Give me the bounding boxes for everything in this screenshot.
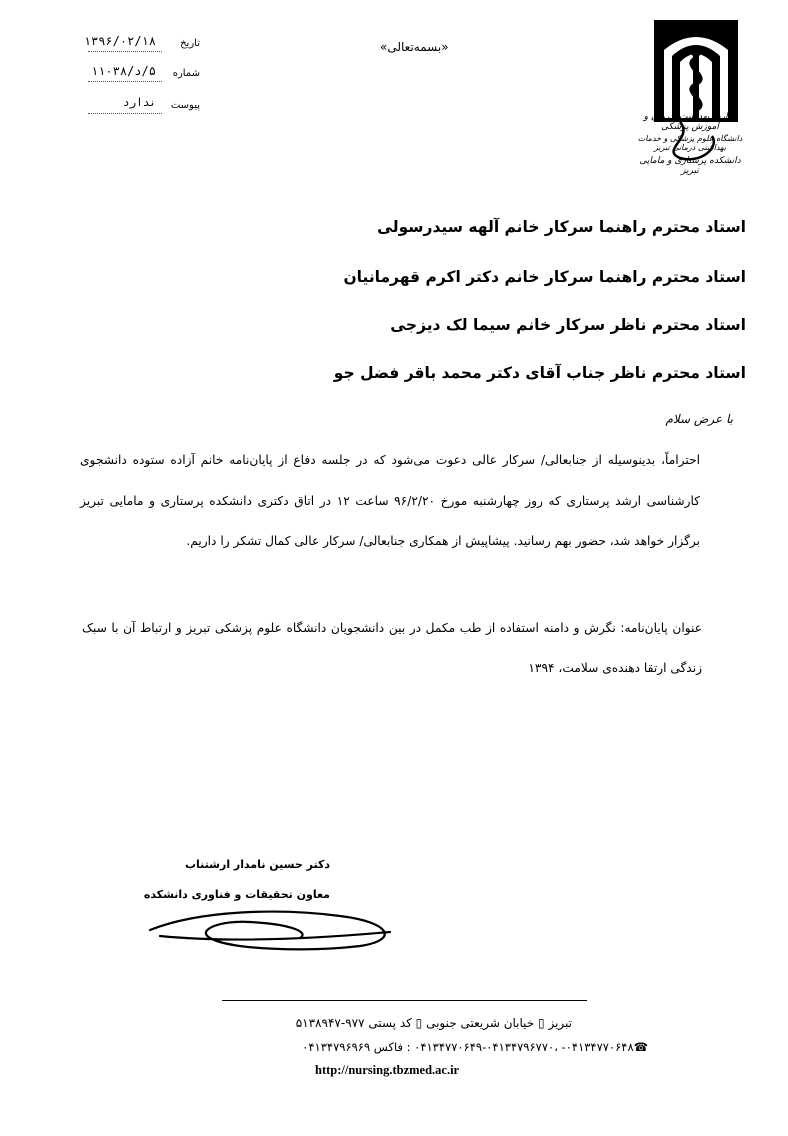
logo-caption-faculty: دانشکده پرستاری و مامایی تبریز bbox=[639, 156, 741, 176]
signatory-title: معاون تحقیقات و فناوری دانشکده bbox=[143, 888, 330, 901]
handwritten-signature bbox=[140, 880, 410, 960]
salutation: با عرض سلام bbox=[665, 412, 733, 426]
recipient-advisor-2: استاد محترم راهنما سرکار خانم دکتر اکرم قهرمانیان bbox=[343, 268, 746, 286]
attachment-label: پیوست bbox=[170, 100, 200, 111]
attachment-field bbox=[88, 96, 200, 114]
footer-website[interactable]: http://nursing.tbzmed.ac.ir bbox=[315, 1063, 460, 1077]
attachment-value: ندارد bbox=[122, 96, 156, 109]
logo-caption-university: دانشگاه علوم پزشکی و خدمات بهداشتی درمانی تبریز bbox=[637, 134, 743, 152]
footer-address: تبریز ▯ خیابان شریعتی جنوبی ▯ کد پستی ۹۷۷-۵۱۳۸۹۴۷ bbox=[295, 1016, 572, 1030]
date-label: تاریخ bbox=[180, 38, 200, 49]
number-label: شماره bbox=[172, 68, 200, 79]
signatory-name: دکتر حسین نامدار ارشتناب bbox=[185, 858, 330, 871]
footer-phones: ☎۰۴۱۳۴۷۷۰۶۴۸- ،۰۴۱۳۴۷۷۰۶۴۹-۰۴۱۳۴۷۹۶۷۷۰ : فاکس ۰۴۱۳۴۷۹۶۹۶۹ bbox=[302, 1040, 648, 1054]
number-field bbox=[88, 64, 200, 82]
invitation-paragraph: احتراماً، بدینوسیله از جنابعالی/ سرکار عالی دعوت می‌شود که در جلسه دفاع از پایان‌نامه خانم آزاده ستوده دانشجوی کارشناسی ارشد پرستاری که روز چهارشنبه مورخ ۹۶/۲/۲۰ ساعت ۱۲ در اتاق دکتری دانشکده پرستاری و مامایی تبریز برگزار خواهد شد، حضور بهم رسانید. پیشاپیش از همکاری جنابعالی/ سرکار عالی کمال تشکر را داریم. bbox=[80, 453, 700, 548]
logo-caption-ministry: وزارت بهداشت، درمان و آموزش پزشکی bbox=[643, 112, 737, 132]
recipient-advisor-1: استاد محترم راهنما سرکار خانم آلهه سیدرسولی bbox=[377, 218, 746, 236]
date-value: ۱۳۹۶/۰۲/۱۸ bbox=[83, 34, 156, 48]
thesis-title-paragraph: عنوان پایان‌نامه: نگرش و دامنه استفاده از طب مکمل در بین دانشجویان دانشگاه علوم پزشکی تبریز و ارتباط آن با سبک زندگی ارتقا دهنده‌ی سلامت، ۱۳۹۴ bbox=[82, 621, 702, 675]
date-field bbox=[83, 34, 200, 52]
number-value: ۵/د/۱۱۰۳۸ bbox=[90, 64, 156, 78]
footer-divider bbox=[222, 1000, 587, 1001]
recipient-observer-1: استاد محترم ناظر سرکار خانم سیما لک دیزجی bbox=[390, 316, 746, 334]
basmala: «بسمه‌تعالی» bbox=[380, 40, 449, 54]
recipient-observer-2: استاد محترم ناظر جناب آقای دکتر محمد باقر فضل جو bbox=[333, 364, 746, 382]
